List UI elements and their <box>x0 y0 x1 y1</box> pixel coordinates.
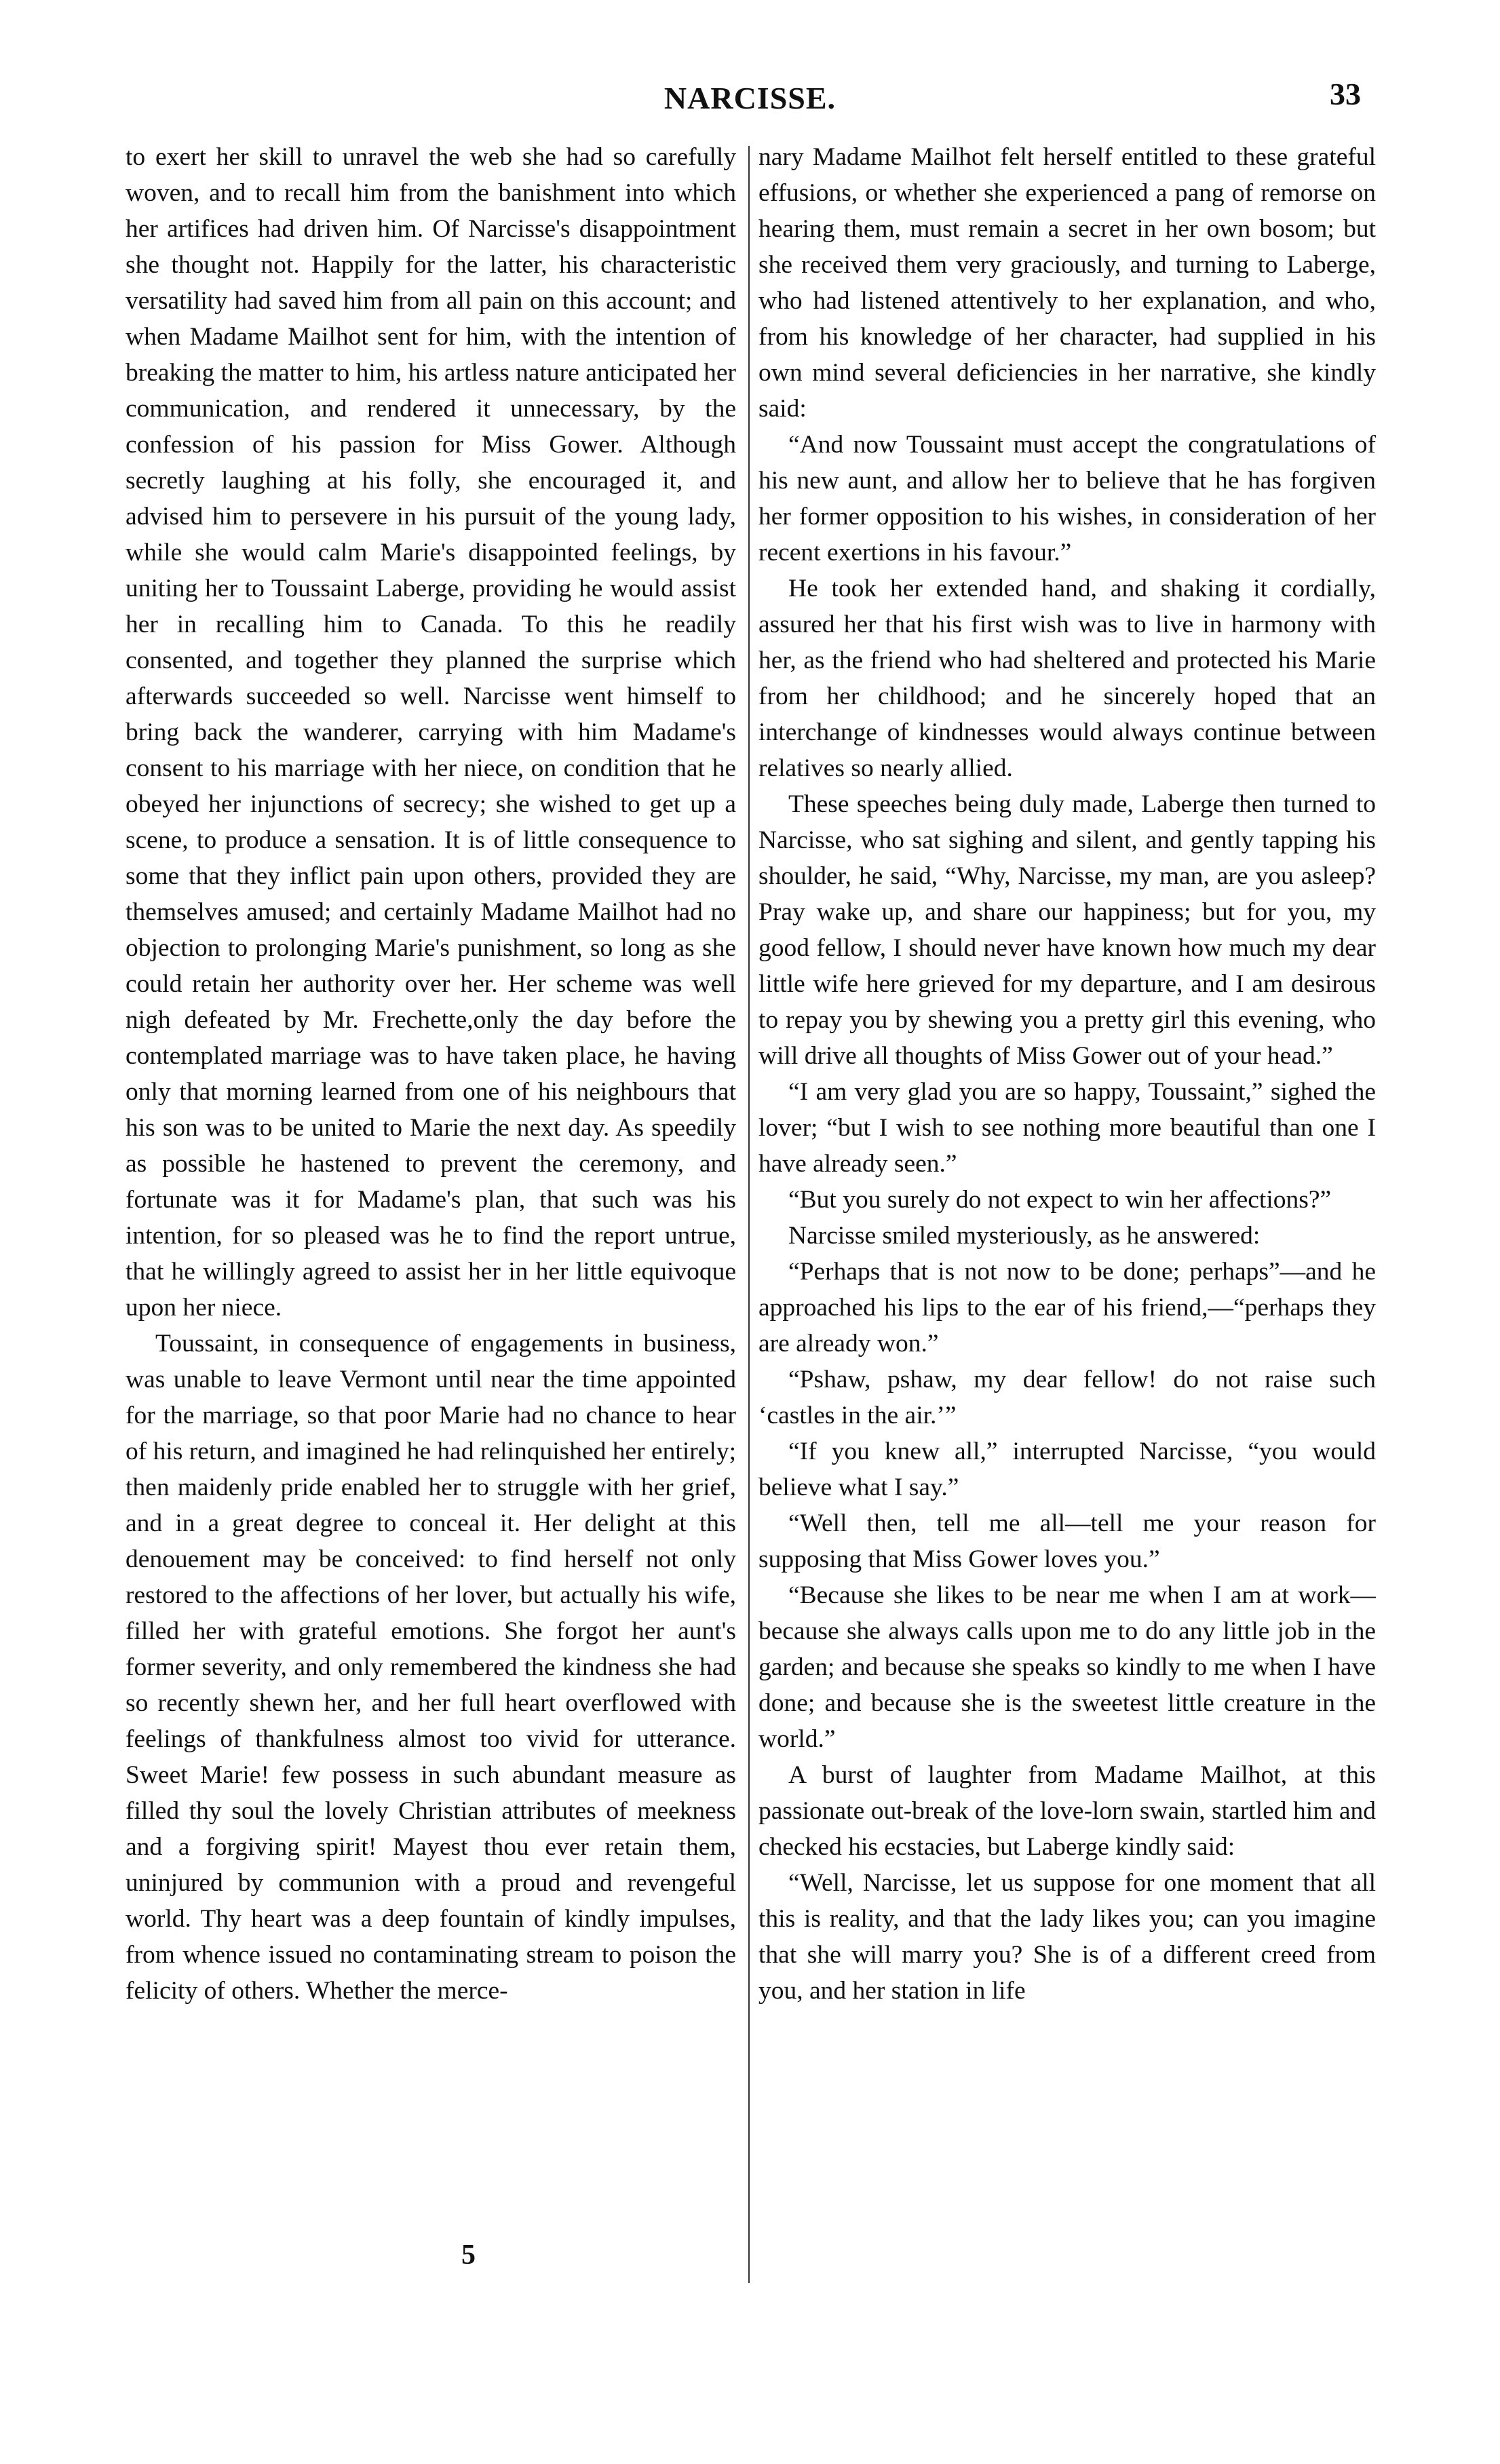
paragraph: “Pshaw, pshaw, my dear fellow! do not raise such ‘castles in the air.’” <box>758 1366 1376 1429</box>
paragraph: “If you knew all,” interrupted Narcisse, “you would believe what I say.” <box>758 1438 1376 1501</box>
paragraph: “And now Toussaint must accept the congratulations of his new aunt, and allow her to believe that he has forgiven her former opposition to his wishes, in consideration of her recent exertions in his favour.” <box>758 431 1376 566</box>
paragraph: “I am very glad you are so happy, Toussaint,” sighed the lover; “but I wish to see nothing more beautiful than one I have already seen.” <box>758 1078 1376 1178</box>
paragraph: He took her extended hand, and shaking it cordially, assured her that his first wish was to live in harmony with her, as the friend who had sheltered and protected his Marie from her childhood; and he sincerely hoped that an interchange of kindnesses would always continue between relatives so nearly allied. <box>758 575 1376 782</box>
paragraph: “Perhaps that is not now to be done; perhaps”—and he approached his lips to the ear of his friend,—“perhaps they are already won.” <box>758 1258 1376 1358</box>
paragraph: Toussaint, in consequence of engagements in business, was unable to leave Vermont until near the time appointed for the marriage, so that poor Marie had no chance to hear of his return, and imagined he had relinquished her entirely; then maidenly pride enabled her to struggle with her grief, and in a great degree to conceal it. Her delight at this denouement may be conceived: to find herself not only restored to the affections of her lover, but actually his wife, filled her with grateful emotions. She forgot her aunt's former severity, and only remembered the kindness she had so recently shewn her, and her full heart overflowed with feelings of thankfulness almost too vivid for utterance. Sweet Marie! few possess in such abundant measure as filled thy soul the lovely Christian attributes of meekness and a forgiving spirit! Mayest thou ever retain them, uninjured by communion with a proud and revengeful world. Thy heart was a deep fountain of kindly impulses, from whence issued no contaminating stream to poison the felicity of others. Whether the merce- <box>126 1330 736 2005</box>
page-number: 33 <box>1330 77 1361 111</box>
paragraph: to exert her skill to unravel the web she had so carefully woven, and to recall him from the banishment into which her artifices had driven him. Of Narcisse's disappointment she thought not. Happily for the latter, his characteristic versatility had saved him from all pain on this account; and when Madame Mailhot sent for him, with the intention of breaking the matter to him, his artless nature anticipated her communication, and rendered it unnecessary, by the confession of his passion for Miss Gower. Although secretly laughing at his folly, she encouraged it, and advised him to persevere in his pursuit of the young lady, while she would calm Marie's disappointed feelings, by uniting her to Toussaint Laberge, providing he would assist her in recalling him to Canada. To this he readily consented, and together they planned the surprise which afterwards succeeded so well. Narcisse went himself to bring back the wanderer, carrying with him Madame's consent to his marriage with her niece, on condition that he obeyed her injunctions of secrecy; she wished to get up a scene, to produce a sensation. It is of little consequence to some that they inflict pain upon others, provided they are themselves amused; and certainly Madame Mailhot had no objection to prolonging Marie's punishment, so long as she could retain her authority over her. Her scheme was well nigh defeated by Mr. Frechette,only the day before the contemplated marriage was to have taken place, he having only that morning learned from one of his neighbours that his son was to be united to Marie the next day. As speedily as possible he hastened to prevent the ceremony, and fortunate was it for Madame's plan, that such was his intention, for so pleased was he to find the report untrue, that he willingly agreed to assist her in her little equivoque upon her niece. <box>126 143 736 1322</box>
running-head-title: NARCISSE. <box>664 81 836 115</box>
paragraph: A burst of laughter from Madame Mailhot, at this passionate out-break of the love-lorn swain, startled him and checked his ecstacies, but Laberge kindly said: <box>758 1761 1376 1861</box>
printer-signature: 5 <box>461 2239 476 2271</box>
column-divider <box>748 146 750 2283</box>
paragraph: nary Madame Mailhot felt herself entitled to these grateful effusions, or whether she experienced a pang of remorse on hearing them, must remain a secret in her own bosom; but she received them very graciously, and turning to Laberge, who had listened attentively to her explanation, and who, from his knowledge of her character, had supplied in his own mind several deficiencies in her narrative, she kindly said: <box>758 143 1376 423</box>
paragraph: “Because she likes to be near me when I am at work—because she always calls upon me to do any little job in the garden; and because she speaks so kindly to me when I have done; and because she is the sweetest little creature in the world.” <box>758 1581 1376 1753</box>
paragraph: “Well, Narcisse, let us suppose for one moment that all this is reality, and that the lady likes you; can you imagine that she will marry you? She is of a different creed from you, and her station in life <box>758 1869 1376 2005</box>
paragraph: “But you surely do not expect to win her affections?” <box>788 1186 1332 1214</box>
left-text-column <box>126 139 736 2215</box>
paragraph: Narcisse smiled mysteriously, as he answered: <box>788 1222 1261 1250</box>
right-text-column <box>758 139 1376 2215</box>
paragraph: “Well then, tell me all—tell me your reason for supposing that Miss Gower loves you.” <box>758 1509 1376 1573</box>
paragraph: These speeches being duly made, Laberge then turned to Narcisse, who sat sighing and silent, and gently tapping his shoulder, he said, “Why, Narcisse, my man, are you asleep? Pray wake up, and share our happiness; but for you, my good fellow, I should never have known how much my dear little wife here grieved for my departure, and I am desirous to repay you by shewing you a pretty girl this evening, who will drive all thoughts of Miss Gower out of your head.” <box>758 790 1376 1070</box>
